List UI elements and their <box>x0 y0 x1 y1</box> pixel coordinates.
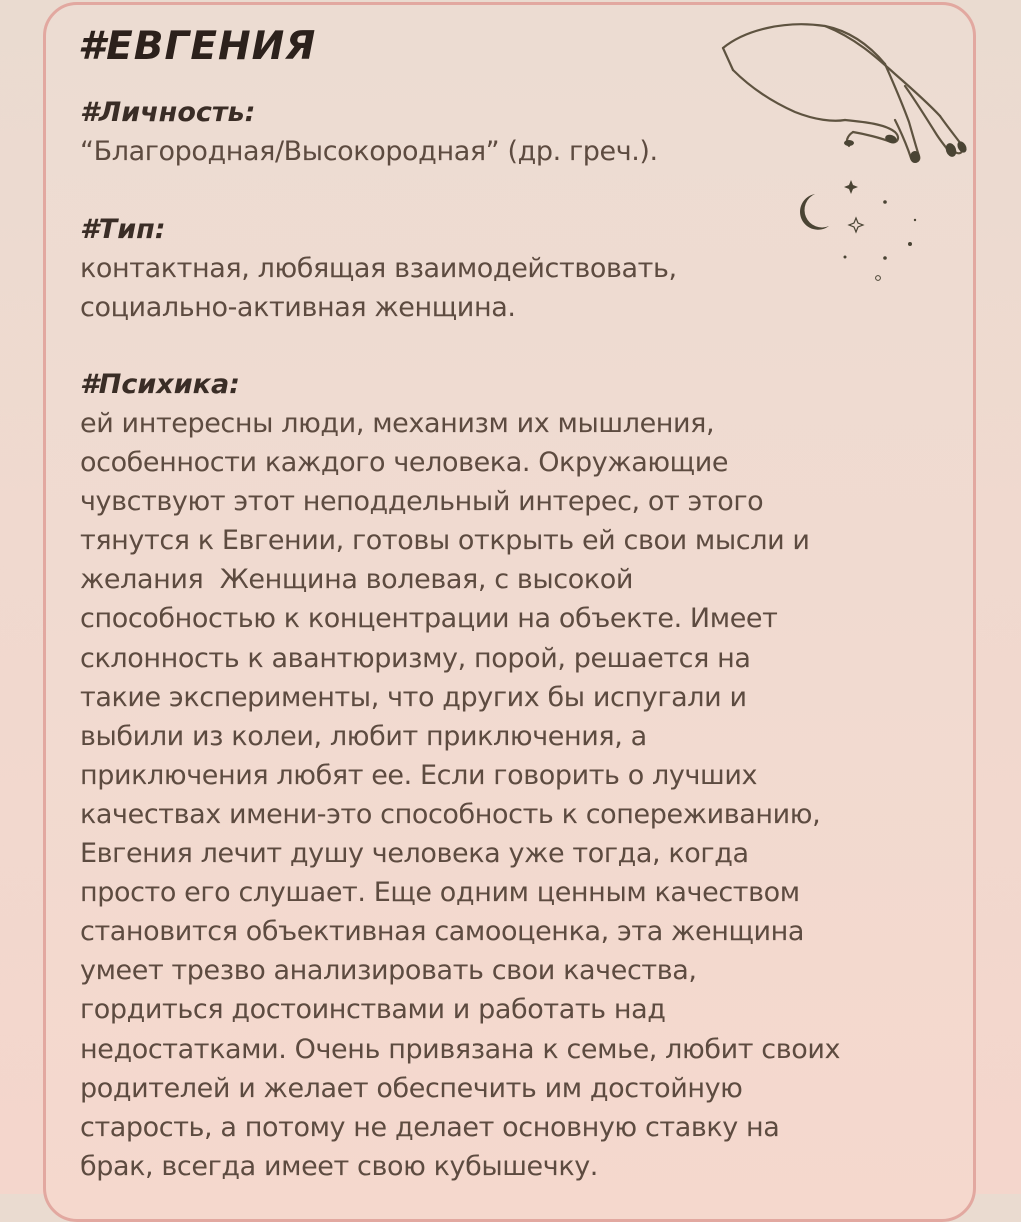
psyche-heading: #Психика: <box>80 369 240 400</box>
psyche-line: просто его слушает. Еще одним ценным качеством <box>80 877 800 909</box>
psyche-line: становится объективная самооценка, эта женщина <box>80 916 805 948</box>
psyche-line: старость, а потому не делает основную ставку на <box>80 1111 780 1143</box>
type-line: социально-активная женщина. <box>80 292 516 323</box>
psyche-line: качествах имени-это способность к сопереживанию, <box>80 798 821 830</box>
psyche-line: брак, всегда имеет свою кубышечку. <box>80 1150 598 1182</box>
psyche-line: Евгения лечит душу человека уже тогда, когда <box>80 838 749 870</box>
personality-heading: #Личность: <box>80 97 256 128</box>
personality-text: “Благородная/Высокородная” (др. греч.). <box>80 136 658 167</box>
personality-section <box>80 94 658 171</box>
psyche-line: ей интересны люди, механизм их мышления, <box>80 408 715 439</box>
type-section <box>80 211 677 327</box>
psyche-line: приключения любят ее. Если говорить о лучших <box>80 759 758 791</box>
psyche-line: способностью к концентрации на объекте. Имеет <box>80 603 778 635</box>
psyche-line: особенности каждого человека. Окружающие <box>80 447 729 479</box>
hand-illustration <box>715 12 975 292</box>
psyche-section <box>80 366 840 1186</box>
psyche-line: тянутся к Евгении, готовы открыть ей свои мысли и <box>80 525 810 557</box>
hand-icon <box>723 24 963 161</box>
psyche-line: родителей и желает обеспечить им достойную <box>80 1072 743 1104</box>
psyche-line: склонность к авантюризму, порой, решается на <box>80 642 751 674</box>
psyche-line: желания Женщина волевая, с высокой <box>80 564 634 596</box>
type-heading: #Тип: <box>80 214 166 245</box>
star-icon <box>844 180 917 280</box>
fingernails-icon <box>844 133 968 163</box>
moon-icon <box>800 194 829 230</box>
psyche-line: умеет трезво анализировать свои качества, <box>80 955 697 987</box>
psyche-line: недостатками. Очень привязана к семье, любит своих <box>80 1033 841 1065</box>
type-line: контактная, любящая взаимодействовать, <box>80 253 677 284</box>
psyche-line: выбили из колеи, любит приключения, а <box>80 720 647 752</box>
psyche-line: такие эксперименты, что других бы испугали и <box>80 681 747 713</box>
page-title: #ЕВГЕНИЯ <box>78 24 317 69</box>
psyche-line: чувствуют этот неподдельный интерес, от этого <box>80 486 764 518</box>
psyche-line: гордиться достоинствами и работать над <box>80 994 666 1026</box>
